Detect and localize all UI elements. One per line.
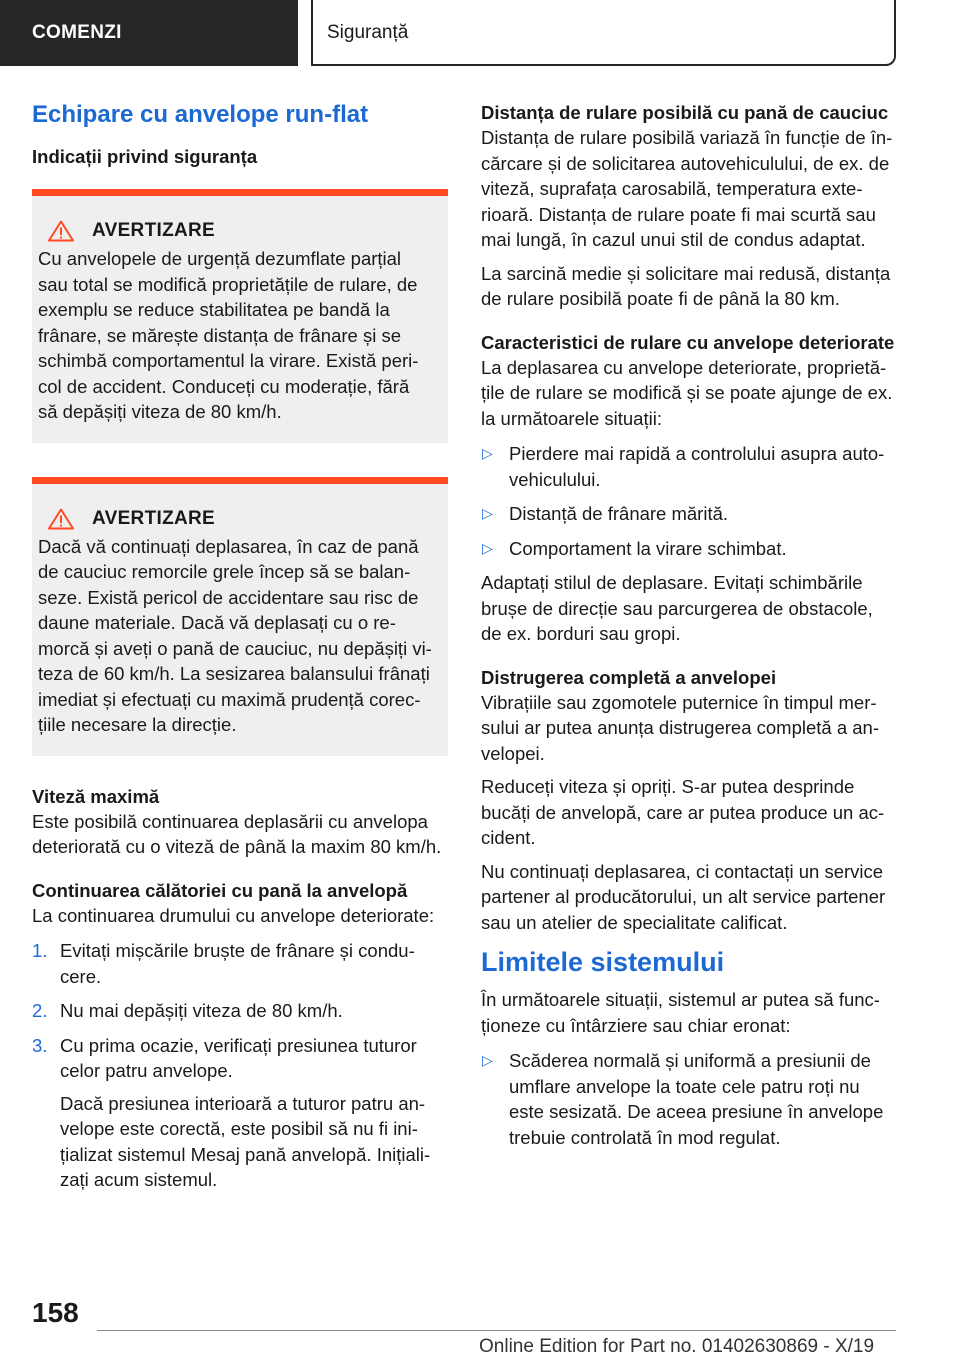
triangle-bullet-icon: ▷ xyxy=(482,1052,493,1068)
list-item xyxy=(481,536,897,562)
destruction-text-3: Nu continuați deplasarea, ci contactați un service partener al producătorului, un alt service partener sau un atelier de specialitate calificat. xyxy=(481,860,886,933)
warning-triangle-icon xyxy=(48,220,74,242)
warning-box-2 xyxy=(32,477,448,756)
continue-heading: Continuarea călătoriei cu pană la anvelopă xyxy=(32,879,408,901)
warning-triangle-icon xyxy=(48,508,74,530)
limits-list xyxy=(481,1048,897,1150)
warning-title: AVERTIZARE xyxy=(92,507,215,529)
step-3-note: Dacă presiunea interioară a tuturor patru an-velope este corectă, este posibil să nu fi ini-țializat sistemul Mesaj pană anvelopă. Inițiali-zați acum sistemul. xyxy=(60,1092,431,1190)
destruction-text-1: Vibrațiile sau zgomotele puternice în timpul mer-sului ar putea anunța distrugerea completă a an-velopei. xyxy=(481,691,880,764)
safety-heading: Indicații privind siguranța xyxy=(32,146,258,167)
step-number: 3. xyxy=(32,1034,48,1056)
list-item xyxy=(481,1048,897,1150)
warning-title: AVERTIZARE xyxy=(92,220,215,241)
section-title-run-flat: Echipare cu anvelope run-flat xyxy=(32,101,369,128)
triangle-bullet-icon: ▷ xyxy=(482,505,493,521)
footer-edition: Online Edition for Part no. 01402630869 - X/19 xyxy=(479,1336,875,1357)
list-item-text: Distanță de frânare mărită. xyxy=(509,503,729,524)
list-item xyxy=(32,998,448,1024)
limits-intro: În următoarele situații, sistemul ar putea să func-ționeze cu întârziere sau chiar eronat: xyxy=(481,989,880,1036)
distance-text-2: La sarcină medie și solicitare mai redusă, distanța de rulare posibilă poate fi de până la 80 km. xyxy=(481,262,891,309)
list-item-text: Pierdere mai rapidă a controlului asupra auto-vehiculului. xyxy=(509,443,885,490)
damaged-heading: Caracteristici de rulare cu anvelope deteriorate xyxy=(481,331,895,353)
list-item xyxy=(32,1033,448,1084)
list-item xyxy=(481,441,897,492)
distance-heading: Distanța de rulare posibilă cu pană de cauciuc xyxy=(481,102,889,123)
step-text: Cu prima ocazie, verificați presiunea tuturor celor patru anvelope. xyxy=(60,1034,417,1081)
list-item xyxy=(481,501,897,527)
damaged-advice: Adaptați stilul de deplasare. Evitați schimbările brușe de direcție sau parcurgerea de obstacole, de ex. borduri sau gropi. xyxy=(481,572,873,644)
step-number: 2. xyxy=(32,1000,48,1021)
max-speed-heading: Viteză maximă xyxy=(32,785,160,807)
footer-divider xyxy=(97,1330,896,1331)
page-number: 158 xyxy=(32,1297,79,1328)
warning-box-1 xyxy=(32,189,448,443)
right-column xyxy=(481,100,897,1159)
warning-text: Dacă vă continuați deplasarea, în caz de pană de cauciuc remorcile grele încep să se balan-seze. Există pericol de accidentare sau risc de daune materiale. Dacă vă deplasați cu o re-morcă și aveți o pană de cauciuc, nu depășiți vi-teza de 60 km/h. La sesizarea balansului frânați imediat și efectuați cu maximă prudență corec-țiile necesare la direcție. xyxy=(38,535,432,735)
triangle-bullet-icon: ▷ xyxy=(482,445,493,461)
max-speed-text: Este posibilă continuarea deplasării cu anvelopa deteriorată cu o viteză de până la maxim 80 km/h. xyxy=(32,810,442,857)
triangle-bullet-icon: ▷ xyxy=(482,539,493,556)
list-item-text: Scăderea normală și uniformă a presiunii de umflare anvelope la toate cele patru roți nu este sesizată. De aceea presiune în anvelope trebuie controlată în mod regulat. xyxy=(509,1050,884,1148)
limits-title: Limitele sistemului xyxy=(481,947,725,977)
damaged-list xyxy=(481,441,897,561)
section-tab[interactable]: Siguranță xyxy=(311,0,896,66)
chapter-tab[interactable]: COMENZI xyxy=(0,0,298,66)
step-text: Nu mai depășiți viteza de 80 km/h. xyxy=(60,1000,343,1021)
left-column xyxy=(32,100,448,1201)
list-item-text: Comportament la virare schimbat. xyxy=(509,537,787,559)
warning-text: Cu anvelopele de urgență dezumflate parțial sau total se modifică proprietățile de rulare, de exemplu se reduce stabilitatea pe bandă la frânare, se mărește distanța de frânare și se schimbă comportamentul la virare. Există peri-col de accident. Conduceți cu moderație, fără să depășiți viteza de 80 km/h. xyxy=(38,248,419,422)
step-number: 1. xyxy=(32,940,48,961)
list-item xyxy=(32,938,448,989)
step-text: Evitați mișcările bruște de frânare și condu-cere. xyxy=(60,940,415,987)
damaged-intro: La deplasarea cu anvelope deteriorate, proprietă-țile de rulare se modifică și se poate ajunge de ex. la următoarele situații: xyxy=(481,356,893,429)
destruction-text-2: Reduceți viteza și opriți. S-ar putea desprinde bucăți de anvelopă, care ar putea produce un ac-cident. xyxy=(481,776,885,848)
distance-text-1: Distanța de rulare posibilă variază în funcție de în-cărcare și de solicitarea autovehiculului, de ex. de viteză, suprafața carosabilă, temperatura exte-rioară. Distanța de rulare poate fi mai scurtă sau mai lungă, în cazul unui stil de condus adaptat. xyxy=(481,127,893,250)
steps-list xyxy=(32,938,448,1084)
continue-intro: La continuarea drumului cu anvelope deteriorate: xyxy=(32,904,435,926)
page-header xyxy=(0,0,960,66)
destruction-heading: Distrugerea completă a anvelopei xyxy=(481,666,777,688)
